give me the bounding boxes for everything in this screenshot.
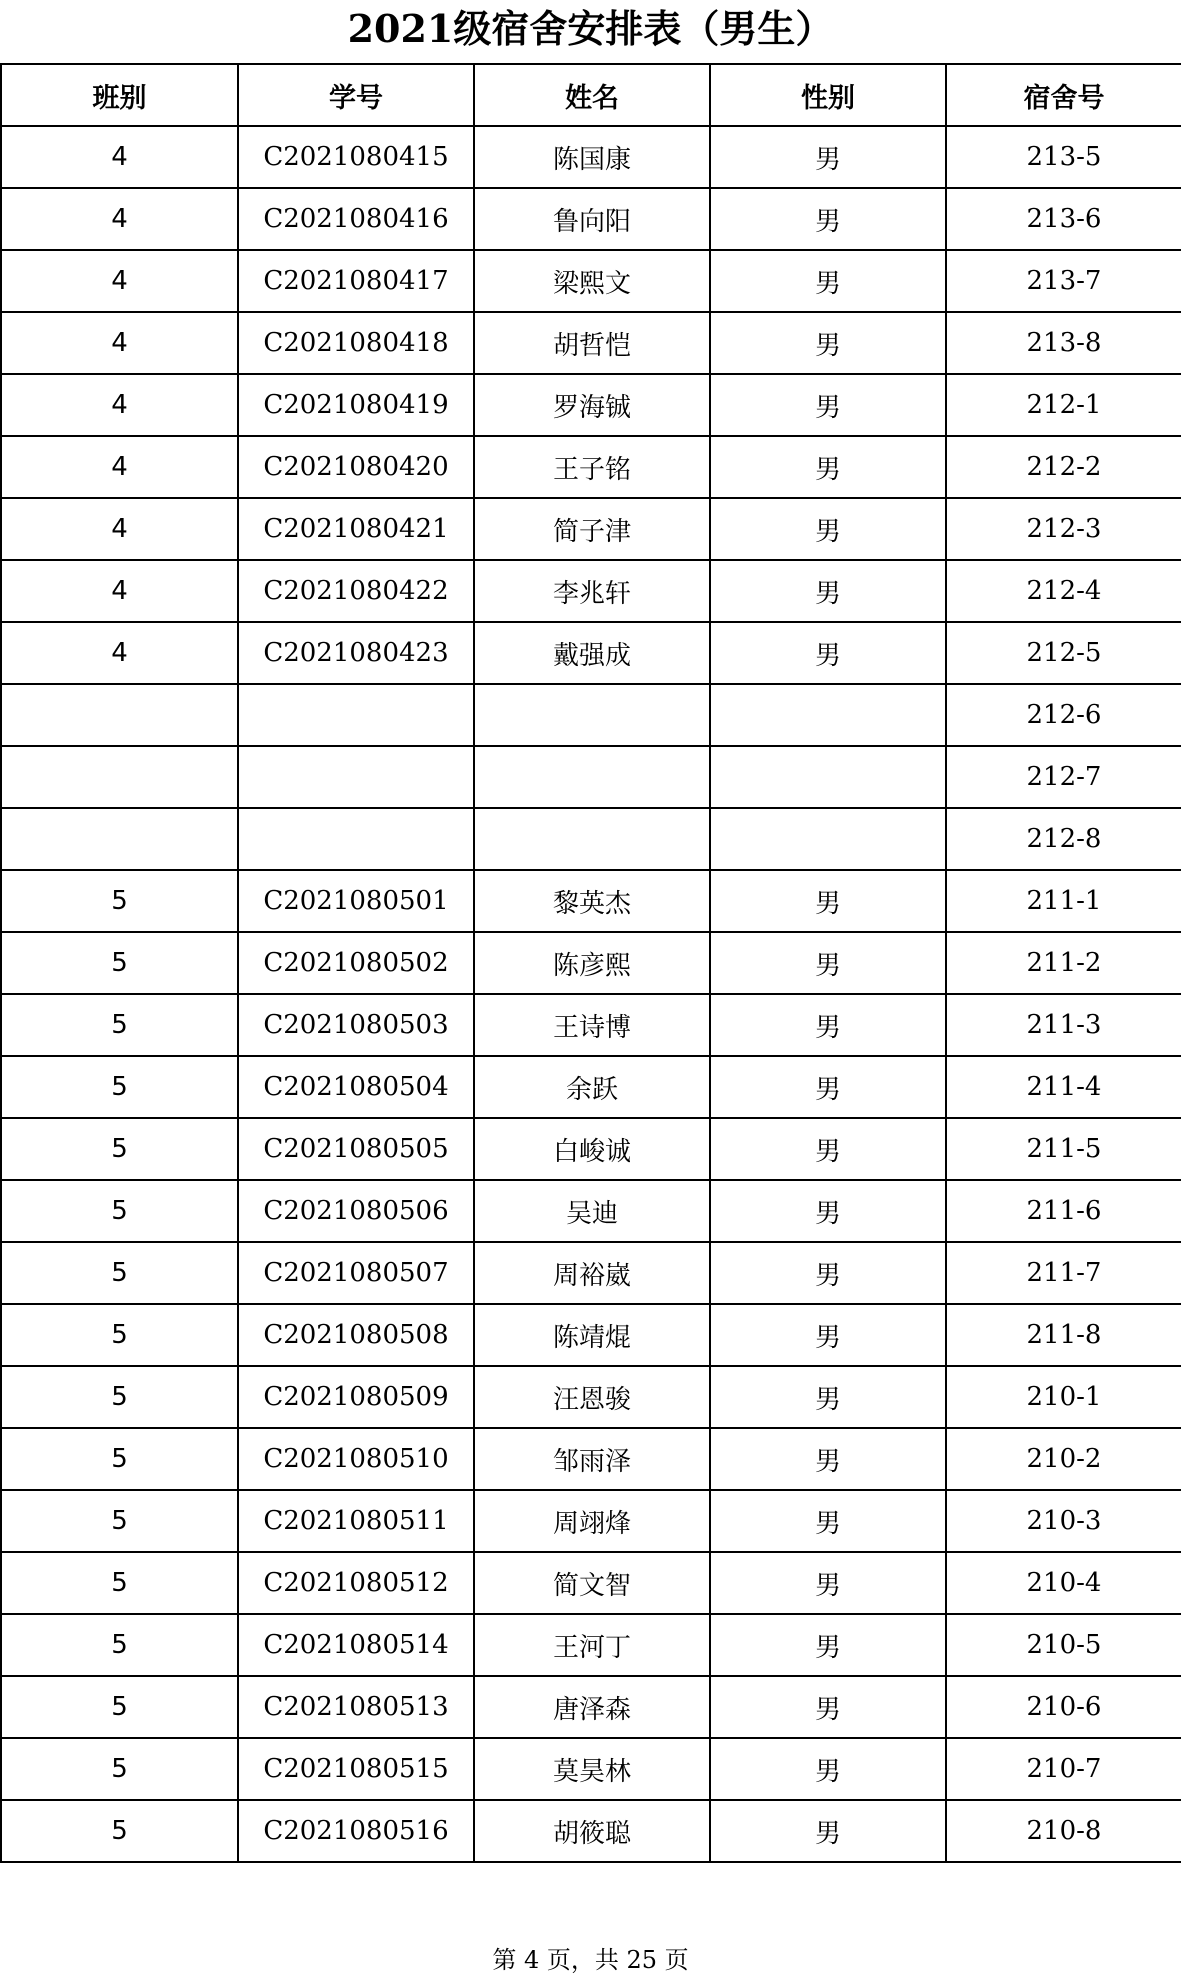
cell-name	[474, 684, 710, 746]
table-row	[1, 1614, 1181, 1676]
cell-student-id: C2021080502	[238, 932, 474, 994]
cell-name: 鲁向阳	[474, 188, 710, 250]
cell-student-id: C2021080419	[238, 374, 474, 436]
cell-class: 5	[1, 932, 238, 994]
table-row	[1, 1304, 1181, 1366]
cell-dorm-number: 212-3	[946, 498, 1181, 560]
cell-gender: 男	[710, 1118, 946, 1180]
cell-student-id: C2021080505	[238, 1118, 474, 1180]
cell-dorm-number: 213-6	[946, 188, 1181, 250]
cell-class: 4	[1, 250, 238, 312]
cell-name: 汪恩骏	[474, 1366, 710, 1428]
cell-dorm-number: 213-8	[946, 312, 1181, 374]
table-row	[1, 870, 1181, 932]
cell-gender	[710, 746, 946, 808]
cell-name: 简子津	[474, 498, 710, 560]
cell-class: 5	[1, 1552, 238, 1614]
cell-class: 4	[1, 374, 238, 436]
cell-dorm-number: 211-2	[946, 932, 1181, 994]
cell-class: 5	[1, 994, 238, 1056]
header-student-id: 学号	[238, 64, 474, 126]
cell-class: 4	[1, 498, 238, 560]
cell-dorm-number: 210-2	[946, 1428, 1181, 1490]
cell-dorm-number: 210-1	[946, 1366, 1181, 1428]
cell-dorm-number: 212-4	[946, 560, 1181, 622]
table-row	[1, 436, 1181, 498]
cell-name	[474, 746, 710, 808]
cell-gender: 男	[710, 498, 946, 560]
table-row	[1, 622, 1181, 684]
cell-gender: 男	[710, 870, 946, 932]
cell-student-id: C2021080507	[238, 1242, 474, 1304]
cell-student-id: C2021080506	[238, 1180, 474, 1242]
cell-student-id: C2021080420	[238, 436, 474, 498]
cell-dorm-number: 211-7	[946, 1242, 1181, 1304]
cell-class: 5	[1, 1428, 238, 1490]
page-footer: 第 4 页，共 25 页	[492, 1946, 689, 1974]
cell-gender: 男	[710, 1366, 946, 1428]
table-row	[1, 374, 1181, 436]
cell-name: 莫昊林	[474, 1738, 710, 1800]
cell-dorm-number: 212-8	[946, 808, 1181, 870]
cell-dorm-number: 212-5	[946, 622, 1181, 684]
cell-student-id: C2021080416	[238, 188, 474, 250]
cell-gender: 男	[710, 126, 946, 188]
cell-dorm-number: 211-6	[946, 1180, 1181, 1242]
cell-gender	[710, 684, 946, 746]
cell-class: 5	[1, 1738, 238, 1800]
cell-name: 简文智	[474, 1552, 710, 1614]
cell-dorm-number: 212-2	[946, 436, 1181, 498]
table-row	[1, 684, 1181, 746]
cell-gender	[710, 808, 946, 870]
cell-gender: 男	[710, 188, 946, 250]
cell-class: 4	[1, 436, 238, 498]
cell-class: 5	[1, 1490, 238, 1552]
cell-name: 黎英杰	[474, 870, 710, 932]
header-gender: 性别	[710, 64, 946, 126]
cell-name: 梁熙文	[474, 250, 710, 312]
cell-name: 戴强成	[474, 622, 710, 684]
table-row	[1, 1056, 1181, 1118]
cell-gender: 男	[710, 1180, 946, 1242]
cell-dorm-number: 210-4	[946, 1552, 1181, 1614]
cell-gender: 男	[710, 1738, 946, 1800]
cell-student-id: C2021080512	[238, 1552, 474, 1614]
cell-class: 4	[1, 622, 238, 684]
cell-class: 4	[1, 312, 238, 374]
table-row	[1, 1118, 1181, 1180]
cell-dorm-number: 211-1	[946, 870, 1181, 932]
cell-name: 唐泽森	[474, 1676, 710, 1738]
cell-name: 胡哲恺	[474, 312, 710, 374]
cell-gender: 男	[710, 1242, 946, 1304]
cell-gender: 男	[710, 1800, 946, 1862]
cell-class	[1, 808, 238, 870]
cell-class: 5	[1, 1676, 238, 1738]
cell-name: 王诗博	[474, 994, 710, 1056]
cell-class: 5	[1, 1614, 238, 1676]
header-dorm-number: 宿舍号	[946, 64, 1181, 126]
cell-name: 陈国康	[474, 126, 710, 188]
header-row	[1, 64, 1181, 126]
table-row	[1, 1490, 1181, 1552]
cell-gender: 男	[710, 932, 946, 994]
cell-name: 李兆轩	[474, 560, 710, 622]
table-row	[1, 560, 1181, 622]
cell-gender: 男	[710, 1304, 946, 1366]
cell-dorm-number: 213-7	[946, 250, 1181, 312]
cell-gender: 男	[710, 250, 946, 312]
cell-student-id: C2021080516	[238, 1800, 474, 1862]
cell-gender: 男	[710, 1056, 946, 1118]
cell-class: 5	[1, 1056, 238, 1118]
table-row	[1, 1428, 1181, 1490]
cell-name: 吴迪	[474, 1180, 710, 1242]
table-row	[1, 1180, 1181, 1242]
cell-dorm-number: 212-1	[946, 374, 1181, 436]
cell-dorm-number: 211-4	[946, 1056, 1181, 1118]
cell-student-id: C2021080503	[238, 994, 474, 1056]
cell-name: 周裕崴	[474, 1242, 710, 1304]
cell-name: 罗海铖	[474, 374, 710, 436]
cell-student-id: C2021080513	[238, 1676, 474, 1738]
cell-dorm-number: 210-3	[946, 1490, 1181, 1552]
cell-name: 邹雨泽	[474, 1428, 710, 1490]
cell-gender: 男	[710, 374, 946, 436]
table-row	[1, 1242, 1181, 1304]
table-row	[1, 312, 1181, 374]
table-row	[1, 746, 1181, 808]
cell-student-id: C2021080501	[238, 870, 474, 932]
cell-dorm-number: 210-8	[946, 1800, 1181, 1862]
cell-name: 王子铭	[474, 436, 710, 498]
cell-student-id: C2021080421	[238, 498, 474, 560]
cell-class: 4	[1, 560, 238, 622]
cell-gender: 男	[710, 1614, 946, 1676]
cell-class: 5	[1, 1304, 238, 1366]
table-row	[1, 932, 1181, 994]
cell-class: 5	[1, 870, 238, 932]
cell-gender: 男	[710, 312, 946, 374]
cell-name: 王河丁	[474, 1614, 710, 1676]
cell-student-id: C2021080514	[238, 1614, 474, 1676]
cell-name: 余跃	[474, 1056, 710, 1118]
cell-class: 4	[1, 188, 238, 250]
cell-gender: 男	[710, 560, 946, 622]
cell-class: 5	[1, 1800, 238, 1862]
cell-name	[474, 808, 710, 870]
cell-student-id: C2021080508	[238, 1304, 474, 1366]
cell-student-id	[238, 684, 474, 746]
cell-student-id	[238, 746, 474, 808]
header-name: 姓名	[474, 64, 710, 126]
cell-dorm-number: 211-5	[946, 1118, 1181, 1180]
table-header	[1, 64, 1181, 126]
cell-student-id: C2021080417	[238, 250, 474, 312]
table-row	[1, 250, 1181, 312]
cell-student-id: C2021080422	[238, 560, 474, 622]
table-row	[1, 1800, 1181, 1862]
cell-student-id: C2021080504	[238, 1056, 474, 1118]
cell-student-id: C2021080509	[238, 1366, 474, 1428]
cell-class: 5	[1, 1118, 238, 1180]
table-row	[1, 1552, 1181, 1614]
cell-student-id: C2021080515	[238, 1738, 474, 1800]
cell-dorm-number: 210-5	[946, 1614, 1181, 1676]
cell-gender: 男	[710, 1676, 946, 1738]
cell-dorm-number: 210-6	[946, 1676, 1181, 1738]
cell-student-id: C2021080511	[238, 1490, 474, 1552]
table-row	[1, 498, 1181, 560]
table-row	[1, 994, 1181, 1056]
cell-dorm-number: 210-7	[946, 1738, 1181, 1800]
cell-name: 白峻诚	[474, 1118, 710, 1180]
cell-dorm-number: 211-8	[946, 1304, 1181, 1366]
cell-gender: 男	[710, 1490, 946, 1552]
cell-dorm-number: 212-7	[946, 746, 1181, 808]
cell-student-id: C2021080415	[238, 126, 474, 188]
table-row	[1, 126, 1181, 188]
cell-name: 胡筱聪	[474, 1800, 710, 1862]
table-row	[1, 188, 1181, 250]
cell-class: 5	[1, 1242, 238, 1304]
cell-class	[1, 684, 238, 746]
cell-dorm-number: 211-3	[946, 994, 1181, 1056]
cell-student-id: C2021080418	[238, 312, 474, 374]
table-row	[1, 808, 1181, 870]
cell-class	[1, 746, 238, 808]
cell-gender: 男	[710, 436, 946, 498]
cell-class: 5	[1, 1180, 238, 1242]
table-row	[1, 1738, 1181, 1800]
cell-student-id: C2021080510	[238, 1428, 474, 1490]
cell-name: 周翊烽	[474, 1490, 710, 1552]
document-title: 2021级宿舍安排表（男生）	[347, 6, 834, 51]
cell-gender: 男	[710, 622, 946, 684]
cell-name: 陈彦熙	[474, 932, 710, 994]
cell-student-id: C2021080423	[238, 622, 474, 684]
table-row	[1, 1366, 1181, 1428]
dormitory-table	[0, 63, 1181, 1863]
cell-dorm-number: 212-6	[946, 684, 1181, 746]
table-body	[1, 126, 1181, 1862]
cell-gender: 男	[710, 994, 946, 1056]
cell-student-id	[238, 808, 474, 870]
header-class: 班别	[1, 64, 238, 126]
table-row	[1, 1676, 1181, 1738]
cell-dorm-number: 213-5	[946, 126, 1181, 188]
cell-gender: 男	[710, 1552, 946, 1614]
cell-class: 5	[1, 1366, 238, 1428]
cell-class: 4	[1, 126, 238, 188]
cell-name: 陈靖焜	[474, 1304, 710, 1366]
cell-gender: 男	[710, 1428, 946, 1490]
